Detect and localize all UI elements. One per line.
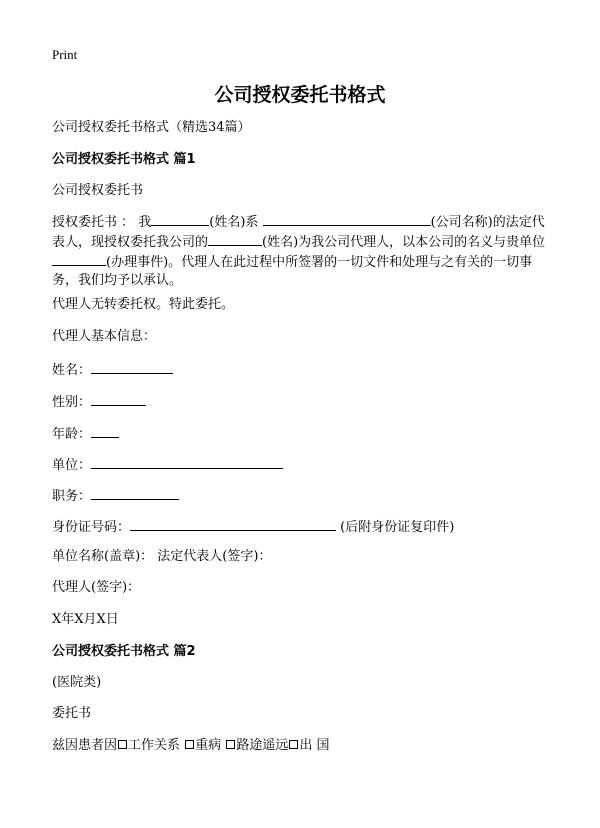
section-2-doc-name: 委托书 — [52, 706, 92, 721]
unit-label: 单位： — [52, 458, 92, 473]
agent-info-heading: 代理人基本信息： — [52, 329, 157, 344]
age-field — [52, 424, 119, 444]
checkbox-icon — [226, 740, 235, 749]
body-text-4: 路途遥远 — [236, 738, 289, 753]
unit-field — [52, 455, 283, 475]
name-blank — [91, 360, 173, 374]
document-title: 公司授权委托书格式 — [214, 84, 386, 106]
id-number-field — [52, 517, 454, 537]
position-label: 职务： — [52, 489, 92, 504]
auth-text-1: 授权委托书 ： 我 — [52, 215, 152, 230]
auth-text-4: (姓名)为我公司代理人，以本公司的名义与贵单位 — [262, 235, 546, 250]
name-label: 姓名： — [52, 363, 92, 378]
id-label: 身份证号码： — [52, 520, 131, 535]
gender-label: 性别： — [52, 395, 92, 410]
gender-field — [52, 392, 146, 412]
age-label: 年龄： — [52, 427, 92, 442]
print-link[interactable]: Print — [52, 47, 78, 62]
principal-name-blank — [151, 212, 209, 226]
authorization-paragraph — [52, 212, 549, 290]
name-field — [52, 360, 173, 380]
agent-name-blank — [208, 232, 262, 246]
unit-blank — [91, 455, 283, 469]
checkbox-icon — [118, 740, 127, 749]
auth-text-5: (办理事件)。代理人在此过程中所签署的一切文件和处理与之有关的一切事务，我们均予以承认。 — [52, 255, 533, 288]
checkbox-icon — [185, 740, 194, 749]
agent-signature-line: 代理人(签字)： — [52, 580, 141, 595]
gender-blank — [91, 392, 146, 406]
checkbox-icon — [289, 740, 298, 749]
body-text-5: 出 国 — [299, 738, 330, 753]
matter-blank — [52, 252, 106, 266]
body-text-1: 兹因患者因 — [52, 738, 118, 753]
id-blank — [130, 517, 336, 531]
section-2-heading: 公司授权委托书格式 篇2 — [52, 644, 196, 659]
company-name-blank — [263, 212, 431, 226]
position-blank — [91, 486, 179, 500]
position-field — [52, 486, 179, 506]
age-blank — [91, 424, 119, 438]
section-1-doc-name: 公司授权委托书 — [52, 183, 144, 198]
unit-signature-line: 单位名称(盖章)： 法定代表人(签字)： — [52, 549, 272, 564]
date-line: X年X月X日 — [52, 612, 119, 627]
body-text-3: 重病 — [195, 738, 222, 753]
section-2-category: (医院类) — [52, 675, 102, 690]
auth-text-2: (姓名)系 — [209, 215, 259, 230]
id-note: (后附身份证复印件) — [340, 520, 455, 535]
no-transfer-text: 代理人无转委托权。特此委托。 — [52, 297, 235, 312]
body-text-2: 工作关系 — [128, 738, 181, 753]
document-subtitle: 公司授权委托书格式（精选34篇） — [52, 120, 251, 135]
section-2-body-line — [52, 737, 329, 755]
auth-text-3: (公司名称)的法定代表人，现授权委托我公司的 — [52, 215, 545, 250]
section-1-heading: 公司授权委托书格式 篇1 — [52, 152, 196, 167]
